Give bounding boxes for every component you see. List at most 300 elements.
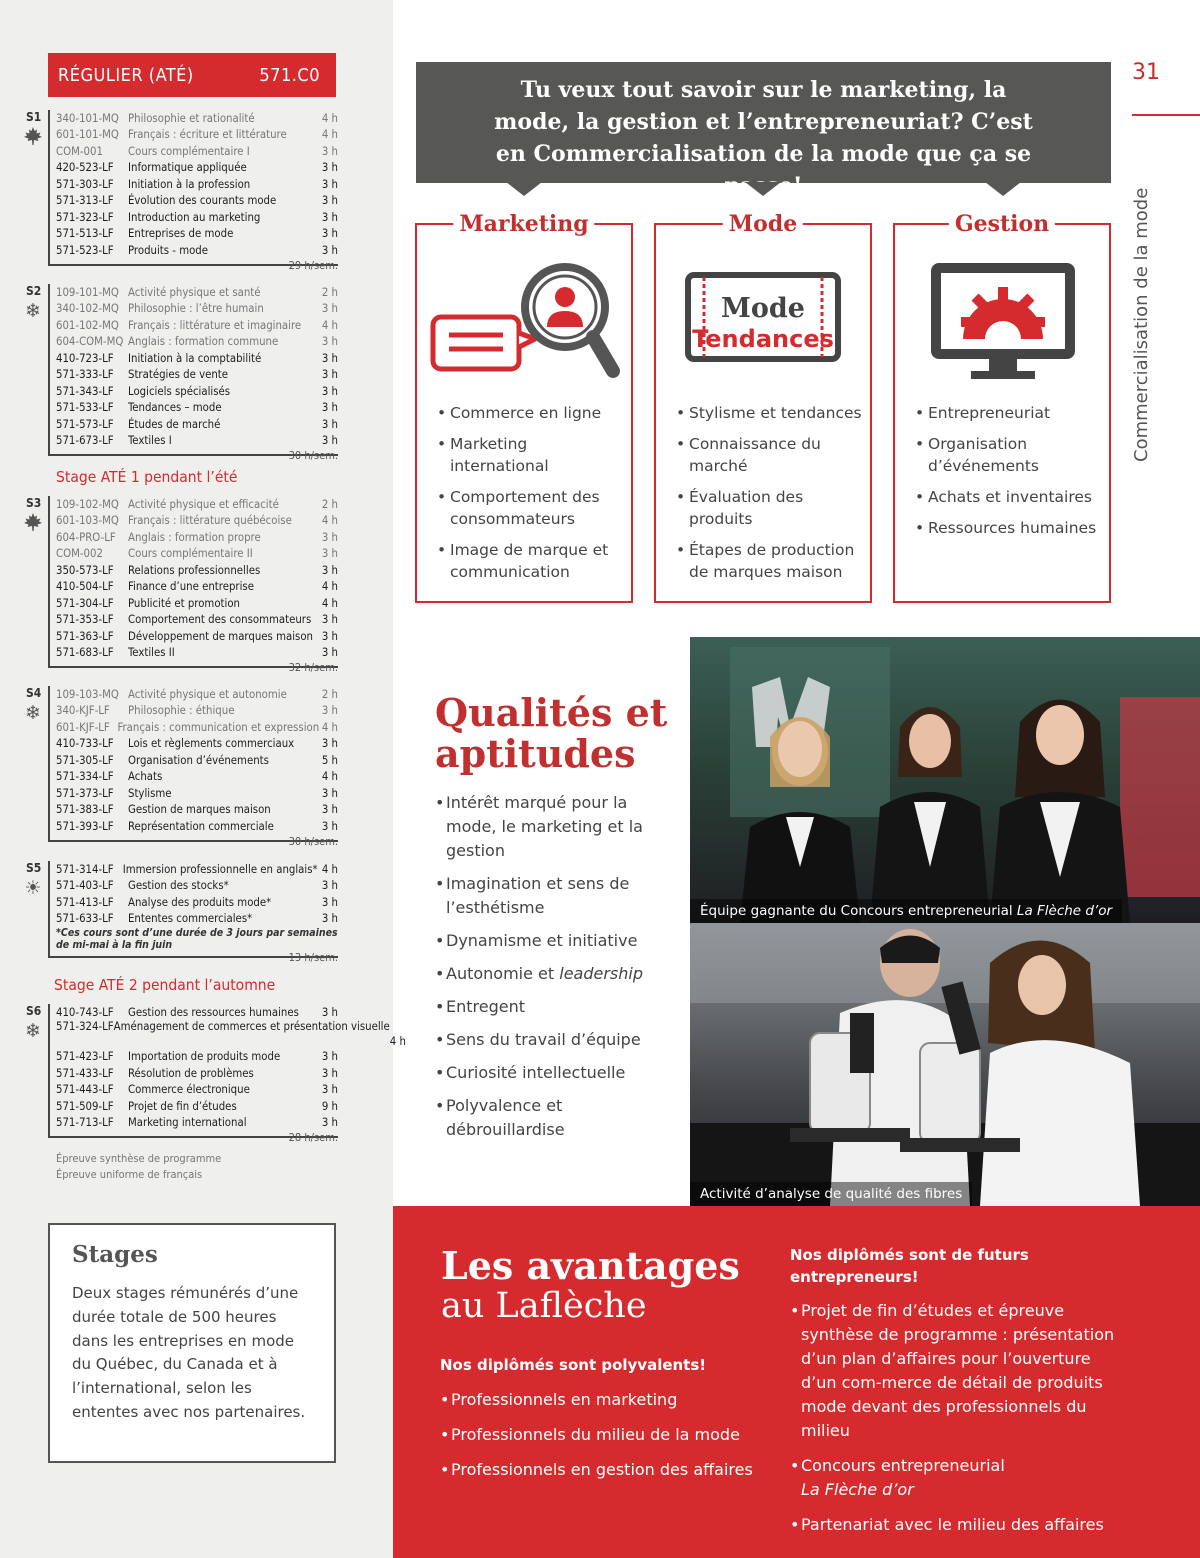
course-row: [50, 160, 338, 177]
course-code: 410-743-LF: [56, 1005, 114, 1019]
course-code: 601-101-MQ: [56, 128, 119, 142]
course-code: 604-COM-MQ: [56, 335, 124, 349]
course-title: Cours complémentaire II: [128, 547, 253, 561]
category-item: • Entrepreneuriat: [915, 402, 1103, 424]
program-code: 571.C0: [259, 64, 320, 86]
semester-label: S2: [26, 284, 42, 298]
intro-banner: [416, 62, 1111, 199]
advantage-item-text: Concours entrepreneurial: [801, 1456, 1005, 1475]
course-code: 571-334-LF: [56, 770, 114, 784]
course-title: Stylisme: [128, 786, 172, 800]
course-row: [50, 350, 338, 367]
course-code: 571-433-LF: [56, 1066, 114, 1080]
course-code: 571-673-LF: [56, 434, 114, 448]
category-title: Marketing: [453, 211, 594, 237]
category-marketing: [415, 211, 633, 603]
course-title: Textiles II: [128, 646, 175, 660]
caption-text: Équipe gagnante du Concours entrepreneurial: [700, 903, 1017, 919]
exam-item: Épreuve synthèse de programme: [56, 1152, 222, 1165]
snowflake-icon: ❄: [25, 1020, 41, 1042]
course-title: Études de marché: [128, 417, 221, 431]
caption-text: Activité d’analyse de qualité des fibres: [700, 1186, 963, 1202]
course-code: 571-313-LF: [56, 194, 114, 208]
team-photo: [690, 637, 1200, 923]
course-title: Projet de fin d’études: [128, 1099, 237, 1113]
course-hours: 4 h: [321, 770, 338, 784]
semester-label: S6: [26, 1004, 42, 1018]
category-item: • Commerce en ligne: [437, 402, 625, 424]
course-title: Évolution des courants mode: [128, 194, 277, 208]
course-code: 571-383-LF: [56, 803, 114, 817]
course-code: 571-343-LF: [56, 384, 114, 398]
course-code: 571-513-LF: [56, 227, 114, 241]
course-title: Développement de marques maison: [128, 629, 313, 643]
course-code: 420-523-LF: [56, 161, 114, 175]
course-title: Immersion professionnelle en anglais*: [122, 862, 318, 876]
course-title: Produits - mode: [128, 243, 209, 257]
exam-item: Épreuve uniforme de français: [56, 1168, 203, 1181]
semester-total: 32 h/sem.: [288, 661, 338, 674]
course-title: Logiciels spécialisés: [128, 384, 231, 398]
semester-total: 29 h/sem.: [288, 258, 338, 272]
course-hours: 3 h: [321, 384, 338, 398]
lab-photo: [690, 923, 1200, 1206]
qualities-title-line1: Qualités et: [435, 690, 668, 735]
course-title: Marketing international: [128, 1116, 247, 1130]
course-code: 571-305-LF: [56, 753, 114, 767]
advantage-item: • Professionnels du milieu de la mode: [440, 1423, 760, 1447]
course-row: [50, 529, 338, 546]
marketing-search-icon: [431, 255, 617, 385]
course-hours: 4 h: [321, 111, 338, 125]
course-code: 571-413-LF: [56, 895, 114, 909]
photo-caption: [690, 899, 1122, 923]
course-hours: 3 h: [321, 819, 338, 833]
course-row: [50, 818, 338, 835]
course-code: 571-443-LF: [56, 1083, 114, 1097]
course-row: [50, 628, 338, 645]
course-title: Initiation à la comptabilité: [128, 351, 262, 365]
course-row: [50, 416, 338, 433]
quality-item: • Sens du travail d’équipe: [435, 1028, 675, 1052]
course-title: Gestion des stocks*: [128, 879, 229, 893]
course-code: 340-102-MQ: [56, 302, 119, 316]
course-hours: 3 h: [321, 530, 338, 544]
course-code: 601-102-MQ: [56, 318, 119, 332]
course-title: Anglais : formation commune: [128, 335, 279, 349]
course-hours: 3 h: [321, 194, 338, 208]
course-hours: 3 h: [321, 210, 338, 224]
course-title: Français : littérature et imaginaire: [128, 318, 302, 332]
course-hours: 3 h: [321, 646, 338, 660]
course-title: Français : écriture et littérature: [128, 128, 287, 142]
course-list: [48, 1004, 406, 1144]
maple-leaf-icon: [22, 126, 44, 151]
course-code: 571-363-LF: [56, 629, 114, 643]
course-row: [50, 579, 338, 596]
course-hours: 4 h: [321, 862, 338, 876]
mode-tendances-icon: [670, 255, 856, 385]
quality-italic: leadership: [559, 964, 643, 983]
advantages-title-line2: au Laflèche: [441, 1286, 647, 1326]
advantages-right-list: [790, 1299, 1120, 1548]
course-hours: 3 h: [321, 243, 338, 257]
course-list: [48, 861, 338, 964]
course-row: [50, 1115, 338, 1132]
category-item: • Évaluation des produits: [676, 486, 864, 530]
course-row: [50, 878, 338, 895]
course-title: Gestion de marques maison: [128, 803, 271, 817]
course-hours: 3 h: [321, 335, 338, 349]
course-row: [50, 595, 338, 612]
course-row: [50, 1082, 338, 1099]
course-code: 109-101-MQ: [56, 285, 119, 299]
course-code: 571-683-LF: [56, 646, 114, 660]
course-title: Activité physique et autonomie: [128, 687, 287, 701]
course-row: [50, 242, 338, 259]
course-code: 571-509-LF: [56, 1099, 114, 1113]
advantage-item: • Professionnels en marketing: [440, 1388, 760, 1412]
page-number: 31: [1132, 60, 1160, 85]
side-rule: [1132, 114, 1200, 116]
course-row: [50, 686, 338, 703]
course-row: [50, 562, 338, 579]
course-row: [50, 546, 338, 563]
quality-item: • Imagination et sens de l’esthétisme: [435, 872, 675, 920]
course-hours: 3 h: [321, 227, 338, 241]
banner-text: Tu veux tout savoir sur le marketing, la mode, la gestion et l’entrepreneuriat? C’est en Commercialisation de la mode que ça se passe!: [494, 77, 1033, 199]
course-hours: 2 h: [321, 687, 338, 701]
course-code: 410-723-LF: [56, 351, 114, 365]
course-title: Tendances – mode: [128, 401, 222, 415]
course-title: Analyse des produits mode*: [128, 895, 272, 909]
course-hours: 4 h: [389, 1035, 406, 1049]
course-hours: 3 h: [321, 1050, 338, 1064]
course-row: [50, 861, 338, 878]
course-code: COM-001: [56, 144, 103, 158]
course-title: Informatique appliquée: [128, 161, 247, 175]
course-code: 571-713-LF: [56, 1116, 114, 1130]
course-hours: 4 h: [321, 128, 338, 142]
course-row: [50, 1098, 338, 1115]
category-item: • Organisation d’événements: [915, 433, 1103, 477]
course-row: [50, 736, 338, 753]
course-code: 604-PRO-LF: [56, 530, 116, 544]
course-code: 571-423-LF: [56, 1050, 114, 1064]
course-title: Lois et règlements commerciaux: [128, 737, 295, 751]
course-row: [50, 1049, 338, 1066]
course-hours: 3 h: [321, 1116, 338, 1130]
course-title: Gestion des ressources humaines: [128, 1005, 299, 1019]
caption-italic: La Flèche d’or: [1016, 903, 1113, 919]
course-code: 571-633-LF: [56, 912, 114, 926]
course-hours: 4 h: [321, 596, 338, 610]
course-hours: 3 h: [321, 302, 338, 316]
advantage-item: • Partenariat avec le milieu des affaires: [790, 1513, 1120, 1537]
course-code: 571-324-LF: [56, 1019, 114, 1033]
course-title: Finance d’une entreprise: [128, 580, 254, 594]
course-title: Français : littérature québécoise: [128, 514, 292, 528]
course-hours: 3 h: [321, 786, 338, 800]
course-hours: 3 h: [321, 704, 338, 718]
course-title: Introduction au marketing: [128, 210, 261, 224]
course-hours: 3 h: [321, 613, 338, 627]
course-row: [50, 226, 338, 243]
course-hours: 3 h: [321, 1083, 338, 1097]
course-code: 410-504-LF: [56, 580, 114, 594]
category-mode: [654, 211, 872, 603]
semester-total: 28 h/sem.: [288, 1131, 338, 1144]
advantage-item: [790, 1454, 1120, 1502]
course-code: 571-353-LF: [56, 613, 114, 627]
mode-icon-text2: Tendances: [692, 325, 834, 353]
advantages-left-subtitle: Nos diplômés sont polyvalents!: [440, 1356, 707, 1374]
course-code: 571-533-LF: [56, 401, 114, 415]
course-row: [50, 496, 338, 513]
course-code: 109-102-MQ: [56, 497, 119, 511]
course-row: [50, 127, 338, 144]
course-hours: 3 h: [321, 912, 338, 926]
course-row: [50, 176, 338, 193]
course-row: [50, 383, 338, 400]
program-header: [48, 53, 336, 97]
course-hours: 3 h: [321, 879, 338, 893]
qualities-title-line2: aptitudes: [435, 731, 636, 776]
course-title: Publicité et promotion: [128, 596, 240, 610]
course-title: Anglais : formation propre: [128, 530, 261, 544]
advantages-title-line1: Les avantages: [441, 1243, 740, 1288]
course-code: 571-333-LF: [56, 368, 114, 382]
course-row: [50, 785, 338, 802]
course-list: [48, 496, 338, 674]
course-hours: 3 h: [321, 1066, 338, 1080]
program-label: RÉGULIER (ATÉ): [58, 64, 194, 86]
course-title: Achats: [128, 770, 163, 784]
advantage-item: • Professionnels en gestion des affaires: [440, 1458, 760, 1482]
course-list: [48, 284, 338, 462]
category-title: Gestion: [949, 211, 1055, 237]
course-code: 571-314-LF: [56, 862, 114, 876]
course-hours: 3 h: [321, 563, 338, 577]
snowflake-icon: ❄: [25, 300, 41, 322]
category-item: • Connaissance du marché: [676, 433, 864, 477]
course-code: 350-573-LF: [56, 563, 114, 577]
semester-label: S4: [26, 686, 42, 700]
semester-label: S1: [26, 110, 42, 124]
course-title: Français : communication et expression: [117, 720, 320, 734]
course-title: Philosophie et rationalité: [128, 111, 255, 125]
course-row: [50, 703, 338, 720]
course-code: 340-101-MQ: [56, 111, 119, 125]
stages-title: Stages: [72, 1241, 158, 1268]
course-title: Représentation commerciale: [128, 819, 274, 833]
course-title: Textiles I: [128, 434, 172, 448]
quality-item: • Polyvalence et débrouillardise: [435, 1094, 675, 1142]
course-hours: 3 h: [321, 161, 338, 175]
advantage-item: • Projet de fin d’études et épreuve synthèse de programme : présentation d’un plan d’affaires pour l’ouverture d’un com-merce de détail de produits mode devant des professionnels du milieu: [790, 1299, 1120, 1443]
course-code: 571-304-LF: [56, 596, 114, 610]
course-hours: 2 h: [321, 497, 338, 511]
course-hours: 5 h: [321, 753, 338, 767]
course-code: 410-733-LF: [56, 737, 114, 751]
semester-note: *Ces cours sont d’une durée de 3 jours par semaines de mi-mai à la fin juin: [56, 927, 338, 951]
stage-1-title: Stage ATÉ 1 pendant l’été: [56, 468, 238, 486]
mode-icon-text1: Mode: [721, 293, 805, 324]
course-hours: 3 h: [321, 895, 338, 909]
category-item: • Image de marque et communication: [437, 539, 625, 583]
course-title: Commerce électronique: [128, 1083, 250, 1097]
course-hours: 3 h: [321, 368, 338, 382]
quality-item: • Autonomie et leadership: [435, 962, 675, 986]
course-hours: 9 h: [321, 1099, 338, 1113]
course-hours: 3 h: [321, 144, 338, 158]
advantages-section: [393, 1206, 1200, 1558]
course-row: [50, 802, 338, 819]
course-row: [50, 513, 338, 530]
course-hours: 3 h: [321, 737, 338, 751]
course-row: [50, 334, 338, 351]
category-item: • Marketing international: [437, 433, 625, 477]
semester-total: 30 h/sem.: [288, 834, 338, 848]
banner-pointer: [985, 182, 1021, 196]
course-hours: 4 h: [321, 580, 338, 594]
category-item: • Comportement des consommateurs: [437, 486, 625, 530]
course-row: [50, 645, 338, 662]
course-code: 571-393-LF: [56, 819, 114, 833]
course-row: [50, 1065, 338, 1082]
advantages-left-list: [440, 1388, 760, 1493]
exams-list: [56, 1151, 221, 1183]
course-title: Initiation à la profession: [128, 177, 251, 191]
category-item: • Étapes de production de marques maison: [676, 539, 864, 583]
course-hours: 3 h: [321, 177, 338, 191]
category-item: • Achats et inventaires: [915, 486, 1103, 508]
banner-pointer: [745, 182, 781, 196]
course-hours: 3 h: [321, 547, 338, 561]
category-item: • Stylisme et tendances: [676, 402, 864, 424]
course-hours: 4 h: [321, 720, 338, 734]
course-title: Stratégies de vente: [128, 368, 229, 382]
course-title: Ententes commerciales*: [128, 912, 253, 926]
course-row: [50, 433, 338, 450]
course-row: [50, 719, 338, 736]
category-gestion: [893, 211, 1111, 603]
quality-item: • Dynamisme et initiative: [435, 929, 675, 953]
course-row: [50, 752, 338, 769]
course-row: [50, 209, 338, 226]
course-title: Activité physique et santé: [128, 285, 261, 299]
semester-label: S3: [26, 496, 42, 510]
course-hours: 3 h: [321, 1005, 338, 1019]
course-code: 340-KJF-LF: [56, 704, 110, 718]
course-row: [50, 911, 338, 928]
course-row: [50, 894, 338, 911]
course-title: Organisation d’événements: [128, 753, 269, 767]
course-title: Entreprises de mode: [128, 227, 234, 241]
course-list: [48, 110, 338, 272]
advantages-right-subtitle: Nos diplômés sont de futurs entrepreneurs!: [790, 1246, 1029, 1286]
course-code: 571-323-LF: [56, 210, 114, 224]
course-title: Philosophie : l’être humain: [128, 302, 264, 316]
semester-total: 30 h/sem.: [288, 449, 338, 462]
stages-text: Deux stages rémunérés d’une durée totale de 500 heures dans les entreprises en mode du Québec, du Canada et à l’international, selon les ententes avec nos partenaires.: [72, 1284, 306, 1421]
quality-item: • Curiosité intellectuelle: [435, 1061, 675, 1085]
course-title: Résolution de problèmes: [128, 1066, 254, 1080]
course-code: 571-523-LF: [56, 243, 114, 257]
course-code: 601-KJF-LF: [56, 720, 110, 734]
course-code: 571-403-LF: [56, 879, 114, 893]
course-hours: 4 h: [321, 318, 338, 332]
course-title: Aménagement de commerces et présentation visuelle: [113, 1019, 390, 1033]
course-code: 109-103-MQ: [56, 687, 119, 701]
stages-box: [48, 1223, 336, 1463]
course-row: [50, 301, 338, 318]
course-hours: 3 h: [321, 401, 338, 415]
course-hours: 4 h: [321, 514, 338, 528]
sun-icon: ☀: [24, 877, 42, 899]
quality-item: • Entregent: [435, 995, 675, 1019]
course-title: Relations professionnelles: [128, 563, 261, 577]
advantages-title: [441, 1243, 740, 1326]
advantage-item-italic: La Flèche d’or: [801, 1480, 914, 1499]
course-row: [50, 317, 338, 334]
course-list: [48, 686, 338, 848]
program-grid-panel: [0, 0, 406, 1558]
course-code: 571-303-LF: [56, 177, 114, 191]
maple-leaf-icon: [22, 512, 44, 537]
course-hours: 2 h: [321, 285, 338, 299]
course-hours: 3 h: [321, 417, 338, 431]
course-title: Activité physique et efficacité: [128, 497, 279, 511]
monitor-gear-icon: [909, 255, 1095, 385]
course-code: COM-002: [56, 547, 103, 561]
course-row: [50, 367, 338, 384]
course-hours: 3 h: [321, 803, 338, 817]
snowflake-icon: ❄: [25, 702, 41, 724]
semester-total: 13 h/sem.: [288, 951, 338, 964]
course-title: Comportement des consommateurs: [128, 613, 312, 627]
course-row: [50, 1019, 406, 1049]
course-code: 601-103-MQ: [56, 514, 119, 528]
course-title: Cours complémentaire I: [128, 144, 250, 158]
course-row: [50, 143, 338, 160]
banner-pointer: [506, 182, 542, 196]
course-row: [50, 1004, 338, 1021]
course-row: [50, 193, 338, 210]
course-row: [50, 769, 338, 786]
course-row: [50, 110, 338, 127]
course-row: [50, 400, 338, 417]
qualities-list: [435, 791, 675, 1151]
course-hours: 3 h: [321, 434, 338, 448]
course-hours: 3 h: [321, 629, 338, 643]
category-item: • Ressources humaines: [915, 517, 1103, 539]
course-row: [50, 612, 338, 629]
course-title: Importation de produits mode: [128, 1050, 281, 1064]
stage-2-title: Stage ATÉ 2 pendant l’automne: [54, 976, 276, 994]
category-title: Mode: [723, 211, 803, 237]
photo-caption: [690, 1182, 972, 1206]
course-hours: 3 h: [321, 351, 338, 365]
semester-label: S5: [26, 861, 42, 875]
course-row: [50, 284, 338, 301]
course-title: Philosophie : éthique: [128, 704, 235, 718]
quality-item: • Intérêt marqué pour la mode, le marketing et la gestion: [435, 791, 675, 863]
side-title: Commercialisation de la mode: [1131, 187, 1152, 462]
qualities-title: [435, 692, 667, 774]
course-code: 571-373-LF: [56, 786, 114, 800]
course-code: 571-573-LF: [56, 417, 114, 431]
